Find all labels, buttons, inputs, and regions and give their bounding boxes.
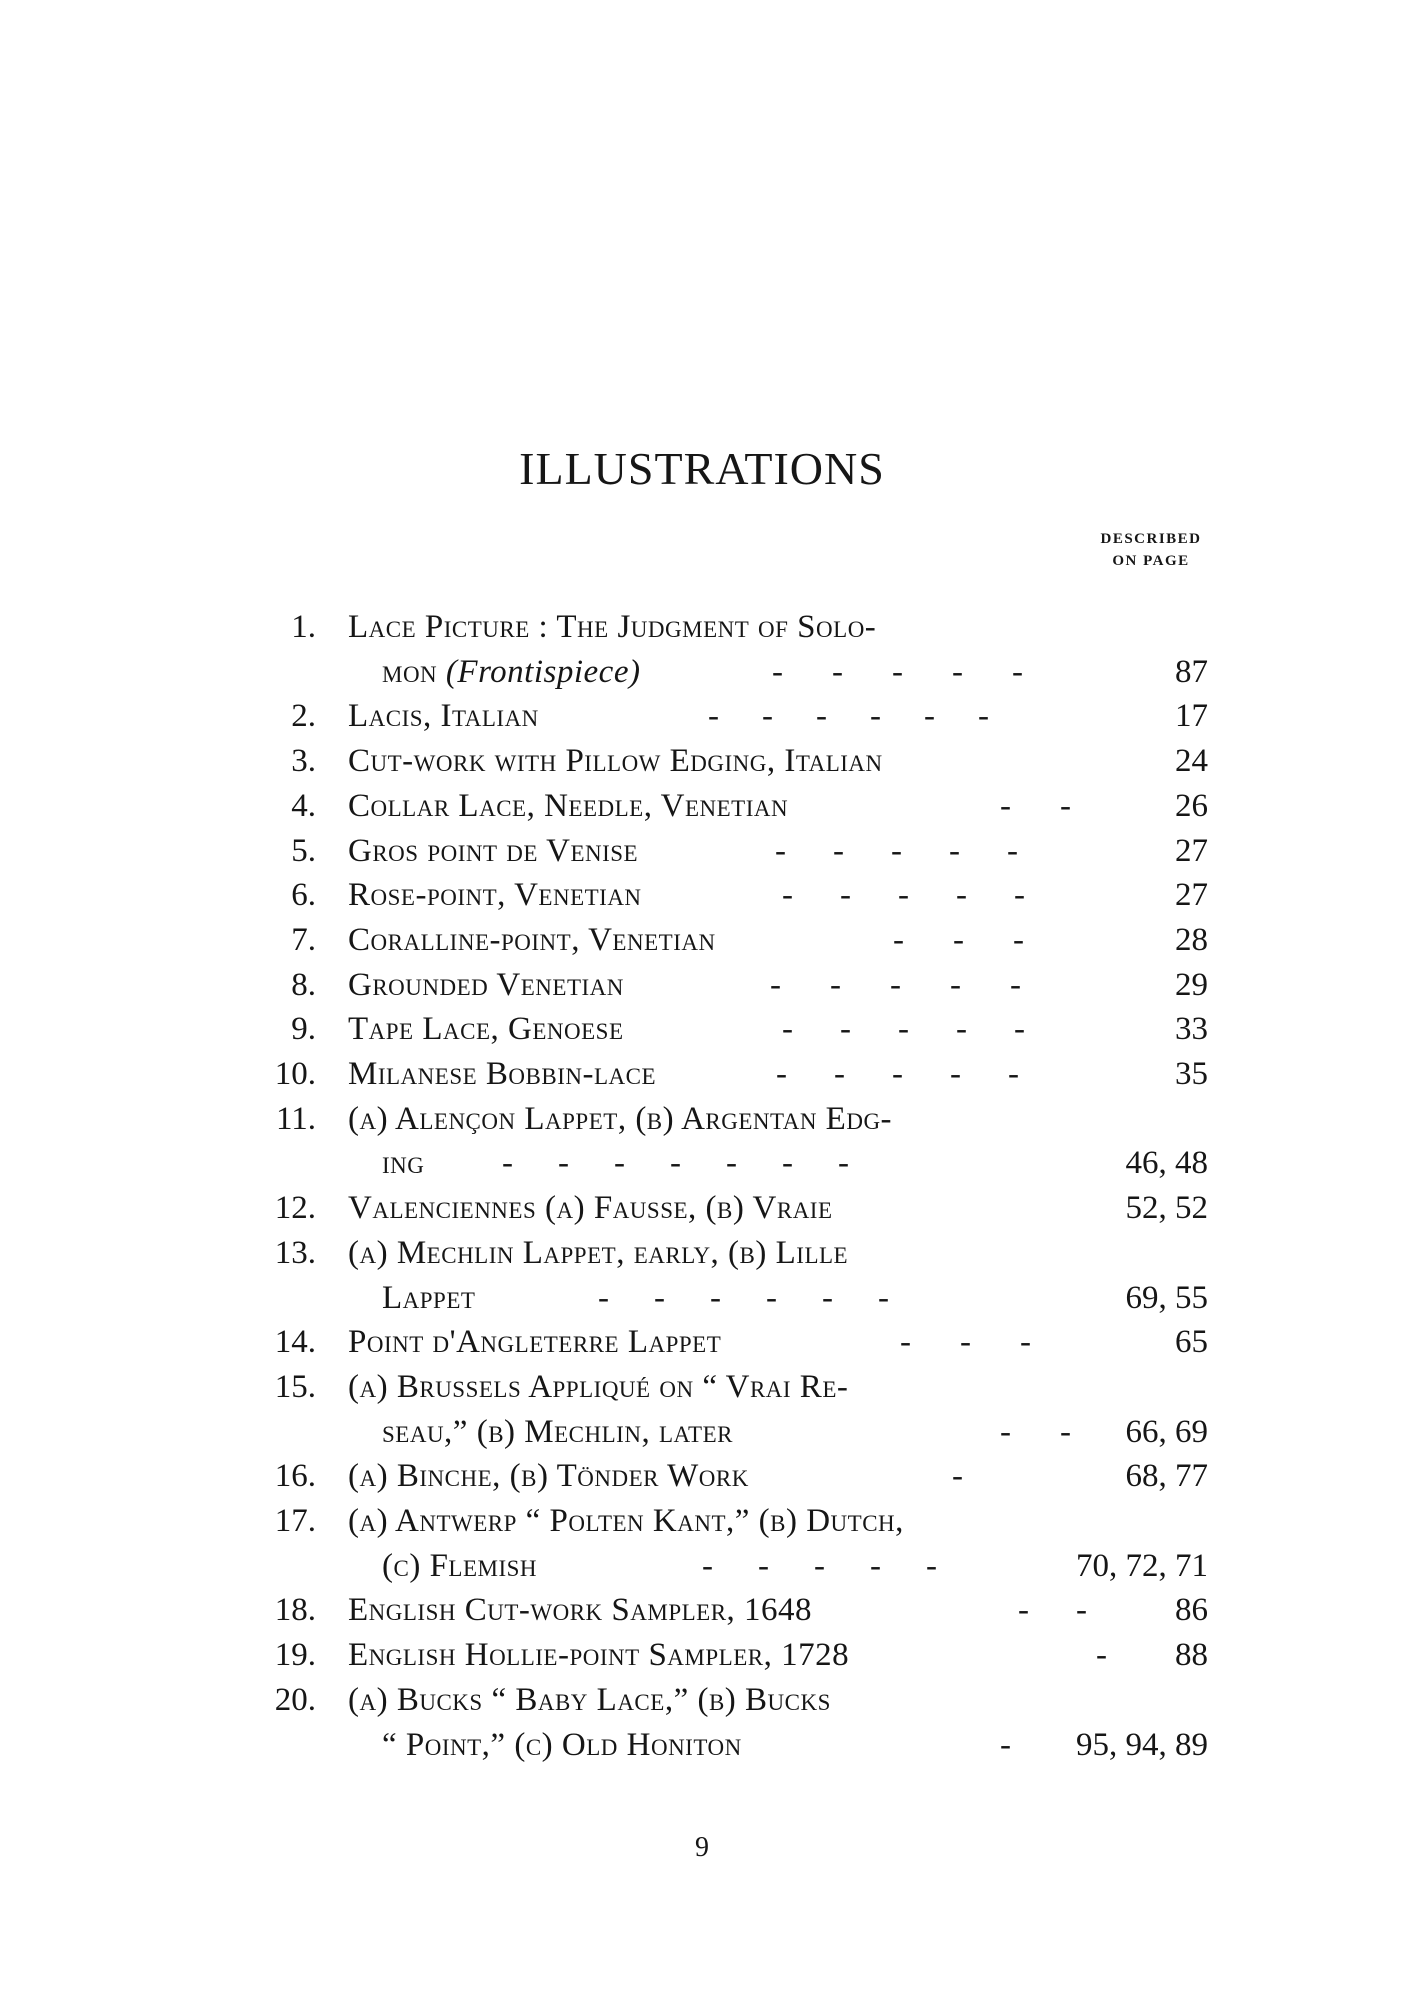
dash-leader: - bbox=[926, 1547, 938, 1584]
dash-leader: - bbox=[878, 1279, 890, 1316]
item-title-text: (a) Binche, (b) Tönder Work bbox=[348, 1458, 749, 1495]
list-item bbox=[0, 829, 1404, 873]
item-title bbox=[348, 1499, 904, 1543]
list-item bbox=[0, 873, 1404, 917]
list-item bbox=[0, 1365, 1404, 1409]
item-number: 18. bbox=[274, 1592, 316, 1629]
dash-leader: - bbox=[782, 1145, 794, 1182]
dash-leader: - bbox=[832, 653, 844, 690]
dash-leader: - bbox=[838, 1145, 850, 1182]
list-item bbox=[0, 1499, 1404, 1543]
dash-leader: - bbox=[708, 698, 720, 735]
item-title bbox=[348, 873, 642, 917]
item-title-text: (a) Brussels Appliqué on “ Vrai Re- bbox=[348, 1368, 849, 1405]
item-title bbox=[382, 1723, 742, 1767]
item-page-number: 35 bbox=[1175, 1056, 1208, 1092]
dash-leader: - bbox=[830, 966, 842, 1003]
item-page-number: 29 bbox=[1175, 966, 1208, 1003]
list-item bbox=[0, 1007, 1404, 1051]
dash-leader: - bbox=[840, 1011, 852, 1048]
dash-leader: - bbox=[702, 1547, 714, 1584]
item-number: 17. bbox=[274, 1503, 316, 1539]
item-title-text: (a) Antwerp “ Polten Kant,” (b) Dutch, bbox=[348, 1503, 904, 1539]
dash-leader: - bbox=[1000, 1413, 1012, 1450]
item-title-text: Valenciennes (a) Fausse, (b) Vraie bbox=[348, 1190, 833, 1227]
dash-leader: - bbox=[762, 698, 774, 735]
dash-leader: - bbox=[782, 877, 794, 914]
item-title bbox=[348, 1588, 812, 1632]
dash-leader: - bbox=[1014, 1011, 1026, 1048]
item-number: 8. bbox=[291, 966, 316, 1003]
item-title-text: Point d'Angleterre Lappet bbox=[348, 1324, 722, 1361]
dash-leader: - bbox=[1076, 1592, 1088, 1629]
item-page-number: 28 bbox=[1175, 921, 1208, 958]
list-item bbox=[0, 1097, 1404, 1141]
dash-leader: - bbox=[502, 1145, 514, 1182]
item-page-number: 33 bbox=[1175, 1011, 1208, 1048]
list-item bbox=[0, 1588, 1404, 1632]
list-item bbox=[0, 739, 1404, 783]
item-number: 13. bbox=[274, 1234, 316, 1271]
item-page-number: 46, 48 bbox=[1125, 1145, 1208, 1182]
dash-leader: - bbox=[822, 1279, 834, 1316]
column-heading-line-1: DESCRIBED bbox=[1100, 531, 1202, 547]
item-number: 19. bbox=[274, 1637, 316, 1674]
dash-leader: - bbox=[833, 832, 845, 869]
item-title-text: English Hollie-point Sampler, 1728 bbox=[348, 1637, 850, 1674]
item-page-number: 69, 55 bbox=[1125, 1279, 1208, 1316]
dash-leader: - bbox=[726, 1145, 738, 1182]
item-number: 14. bbox=[274, 1324, 316, 1361]
item-page-number: 66, 69 bbox=[1125, 1413, 1208, 1450]
item-page-number: 24 bbox=[1175, 743, 1208, 780]
item-title bbox=[348, 784, 788, 828]
dash-leader: - bbox=[949, 832, 961, 869]
dash-leader: - bbox=[670, 1145, 682, 1182]
item-title bbox=[382, 1544, 537, 1588]
dash-leader: - bbox=[598, 1279, 610, 1316]
item-title bbox=[348, 1320, 721, 1364]
dash-leader: - bbox=[890, 966, 902, 1003]
list-item bbox=[0, 918, 1404, 962]
dash-leader: - bbox=[900, 1324, 912, 1361]
list-item bbox=[0, 1454, 1404, 1498]
item-title-text: Cut-work with Pillow Edging, Italian bbox=[348, 743, 883, 780]
item-number: 6. bbox=[291, 877, 316, 914]
item-title bbox=[348, 1365, 848, 1409]
item-title-text: Coralline-point, Venetian bbox=[348, 921, 716, 958]
dash-leader: - bbox=[558, 1145, 570, 1182]
item-title-text: Lappet bbox=[382, 1279, 476, 1316]
dash-leader: - bbox=[776, 1056, 788, 1092]
item-title bbox=[348, 963, 624, 1007]
list-item bbox=[0, 1320, 1404, 1364]
dash-leader: - bbox=[1000, 787, 1012, 824]
dash-leader: - bbox=[840, 877, 852, 914]
item-number: 15. bbox=[274, 1368, 316, 1405]
item-title-text: (c) Flemish bbox=[382, 1547, 538, 1584]
dash-leader: - bbox=[892, 653, 904, 690]
dash-leader: - bbox=[1007, 832, 1019, 869]
dash-leader: - bbox=[956, 1011, 968, 1048]
item-title-text: Rose-point, Venetian bbox=[348, 877, 642, 914]
item-page-number: 65 bbox=[1175, 1324, 1208, 1361]
dash-leader: - bbox=[892, 1056, 904, 1092]
dash-leader: - bbox=[978, 698, 990, 735]
dash-leader: - bbox=[893, 921, 905, 958]
dash-leader: - bbox=[1060, 1413, 1072, 1450]
item-title bbox=[382, 1276, 475, 1320]
item-title-text: (a) Alençon Lappet, (b) Argentan Edg- bbox=[348, 1100, 893, 1137]
list-item bbox=[0, 1633, 1404, 1677]
item-title bbox=[348, 1231, 848, 1275]
list-item bbox=[0, 1141, 1404, 1185]
item-title bbox=[348, 829, 638, 873]
dash-leader: - bbox=[960, 1324, 972, 1361]
dash-leader: - bbox=[766, 1279, 778, 1316]
dash-leader: - bbox=[614, 1145, 626, 1182]
dash-leader: - bbox=[710, 1279, 722, 1316]
item-page-number: 70, 72, 71 bbox=[1076, 1547, 1208, 1584]
dash-leader: - bbox=[953, 921, 965, 958]
item-number: 10. bbox=[274, 1056, 316, 1092]
list-item bbox=[0, 605, 1404, 649]
dash-leader: - bbox=[870, 698, 882, 735]
item-title bbox=[348, 605, 876, 649]
item-page-number: 26 bbox=[1175, 787, 1208, 824]
list-item bbox=[0, 1231, 1404, 1275]
dash-leader: - bbox=[1013, 921, 1025, 958]
item-title-text: Collar Lace, Needle, Venetian bbox=[348, 787, 789, 824]
item-title bbox=[348, 1454, 749, 1498]
item-number: 7. bbox=[291, 921, 316, 958]
dash-leader: - bbox=[1096, 1637, 1108, 1674]
list-item bbox=[0, 650, 1404, 694]
item-title-text: Milanese Bobbin-lace bbox=[348, 1056, 657, 1092]
item-page-number: 95, 94, 89 bbox=[1076, 1726, 1208, 1763]
item-page-number: 27 bbox=[1175, 877, 1208, 914]
item-number: 5. bbox=[291, 832, 316, 869]
dash-leader: - bbox=[772, 653, 784, 690]
column-heading-line-2: ON PAGE bbox=[1112, 553, 1190, 569]
item-page-number: 17 bbox=[1175, 698, 1208, 735]
list-item bbox=[0, 1052, 1404, 1096]
item-page-number: 88 bbox=[1175, 1637, 1208, 1674]
list-item bbox=[0, 1723, 1404, 1767]
dash-leader: - bbox=[950, 1056, 962, 1092]
item-title-italic: (Frontispiece) bbox=[445, 653, 641, 690]
item-title-text: English Cut-work Sampler, 1648 bbox=[348, 1592, 813, 1629]
item-title bbox=[348, 694, 539, 738]
item-title-text: (a) Bucks “ Baby Lace,” (b) Bucks bbox=[348, 1681, 831, 1718]
dash-leader: - bbox=[775, 832, 787, 869]
dash-leader: - bbox=[1008, 1056, 1020, 1092]
dash-leader: - bbox=[1000, 1726, 1012, 1763]
dash-leader: - bbox=[814, 1547, 826, 1584]
dash-leader: - bbox=[952, 1458, 964, 1495]
item-title bbox=[348, 1633, 849, 1677]
dash-leader: - bbox=[816, 698, 828, 735]
item-title bbox=[382, 1410, 733, 1454]
item-number: 16. bbox=[274, 1458, 316, 1495]
item-title bbox=[348, 918, 716, 962]
page-title: ILLUSTRATIONS bbox=[519, 443, 885, 494]
item-title-text: Lacis, Italian bbox=[348, 698, 539, 735]
item-number: 12. bbox=[274, 1190, 316, 1227]
item-title bbox=[348, 1186, 833, 1230]
item-number: 20. bbox=[274, 1681, 316, 1718]
dash-leader: - bbox=[924, 698, 936, 735]
item-title-text: seau,” (b) Mechlin, later bbox=[382, 1413, 733, 1450]
list-item bbox=[0, 1678, 1404, 1722]
item-title bbox=[348, 1097, 892, 1141]
item-number: 11. bbox=[275, 1100, 316, 1137]
item-page-number: 52, 52 bbox=[1125, 1190, 1208, 1227]
item-number: 3. bbox=[291, 743, 316, 780]
item-number: 1. bbox=[291, 609, 316, 645]
item-title bbox=[348, 1052, 656, 1096]
list-item bbox=[0, 694, 1404, 738]
dash-leader: - bbox=[1014, 877, 1026, 914]
list-item bbox=[0, 784, 1404, 828]
item-title bbox=[382, 650, 640, 694]
list-item bbox=[0, 1544, 1404, 1588]
dash-leader: - bbox=[1060, 787, 1072, 824]
item-title-text: mon bbox=[382, 653, 446, 690]
item-title bbox=[348, 1678, 831, 1722]
item-page-number: 86 bbox=[1175, 1592, 1208, 1629]
item-title bbox=[348, 739, 883, 783]
dash-leader: - bbox=[654, 1279, 666, 1316]
item-title-text: “ Point,” (c) Old Honiton bbox=[382, 1726, 742, 1763]
item-title bbox=[348, 1007, 624, 1051]
dash-leader: - bbox=[770, 966, 782, 1003]
list-item bbox=[0, 1186, 1404, 1230]
item-page-number: 68, 77 bbox=[1125, 1458, 1208, 1495]
dash-leader: - bbox=[891, 832, 903, 869]
item-title-text: (a) Mechlin Lappet, early, (b) Lille bbox=[348, 1234, 849, 1271]
dash-leader: - bbox=[952, 653, 964, 690]
list-item bbox=[0, 1276, 1404, 1320]
dash-leader: - bbox=[758, 1547, 770, 1584]
list-item bbox=[0, 963, 1404, 1007]
item-title-text: Gros point de Venise bbox=[348, 832, 639, 869]
dash-leader: - bbox=[1018, 1592, 1030, 1629]
dash-leader: - bbox=[956, 877, 968, 914]
item-page-number: 27 bbox=[1175, 832, 1208, 869]
dash-leader: - bbox=[1020, 1324, 1032, 1361]
item-title bbox=[382, 1141, 424, 1185]
item-title-text: Lace Picture : The Judgment of Solo- bbox=[348, 609, 877, 645]
item-page-number: 87 bbox=[1175, 653, 1208, 690]
item-number: 4. bbox=[291, 787, 316, 824]
dash-leader: - bbox=[1012, 653, 1024, 690]
dash-leader: - bbox=[834, 1056, 846, 1092]
dash-leader: - bbox=[898, 1011, 910, 1048]
page-folio: 9 bbox=[695, 1832, 709, 1863]
list-item bbox=[0, 1410, 1404, 1454]
dash-leader: - bbox=[950, 966, 962, 1003]
item-title-text: ing bbox=[382, 1145, 425, 1182]
item-title-text: Grounded Venetian bbox=[348, 966, 624, 1003]
item-number: 9. bbox=[291, 1011, 316, 1048]
dash-leader: - bbox=[870, 1547, 882, 1584]
item-number: 2. bbox=[291, 698, 316, 735]
item-title-text: Tape Lace, Genoese bbox=[348, 1011, 624, 1048]
dash-leader: - bbox=[898, 877, 910, 914]
dash-leader: - bbox=[782, 1011, 794, 1048]
dash-leader: - bbox=[1010, 966, 1022, 1003]
